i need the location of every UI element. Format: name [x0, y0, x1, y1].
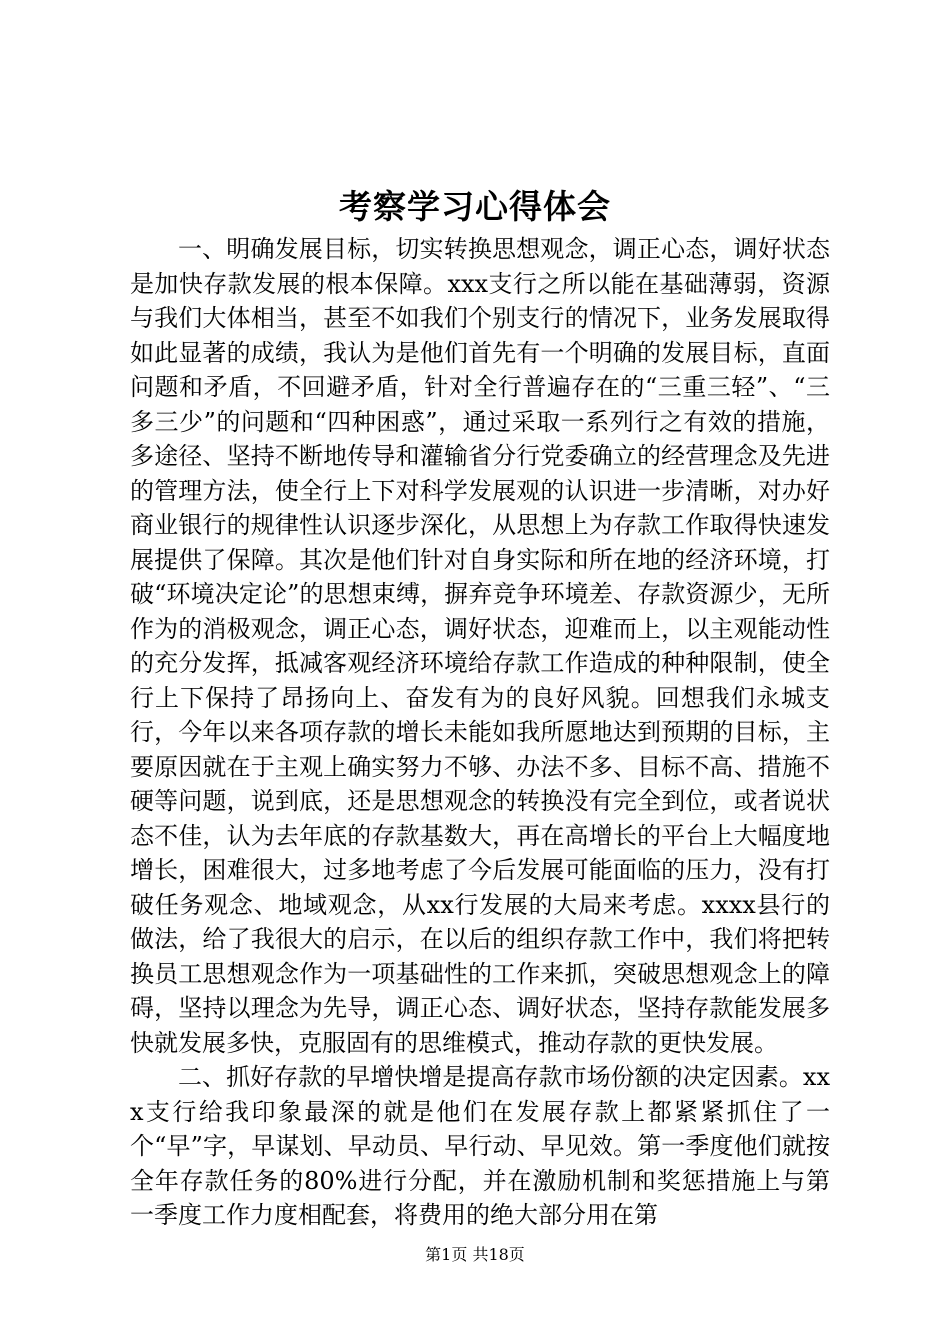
paragraph-2: 二、抓好存款的早增快增是提高存款市场份额的决定因素。xxx支行给我印象最深的就是他们在发展存款上都紧紧抓住了一个“早”字，早谋划、早动员、早行动、早见效。第一季度他们就按全年存款任务的80%进行分配，并在激励机制和奖惩措施上与第一季度工作力度相配套，将费用的绝大部分用在第: [130, 1063, 830, 1229]
page-number: 第1页 共18页: [425, 1245, 525, 1264]
paragraph-1: 一、明确发展目标，切实转换思想观念，调正心态，调好状态是加快存款发展的根本保障。xxx支行之所以能在基础薄弱，资源与我们大体相当，甚至不如我们个别支行的情况下，业务发展取得如此显著的成绩，我认为是他们首先有一个明确的发展目标，直面问题和矛盾，不回避矛盾，针对全行普遍存在的“三重三轻”、“三多三少”的问题和“四种困惑”，通过采取一系列行之有效的措施，多途径、坚持不断地传导和灌输省分行党委确立的经营理念及先进的管理方法，使全行上下对科学发展观的认识进一步清晰，对办好商业银行的规律性认识逐步深化，从思想上为存款工作取得快速发展提供了保障。其次是他们针对自身实际和所在地的经济环境，打破“环境决定论”的思想束缚，摒弃竞争环境差、存款资源少，无所作为的消极观念，调正心态，调好状态，迎难而上，以主观能动性的充分发挥，抵减客观经济环境给存款工作造成的种种限制，使全行上下保持了昂扬向上、奋发有为的良好风貌。回想我们永城支行，今年以来各项存款的增长未能如我所愿地达到预期的目标，主要原因就在于主观上确实努力不够、办法不多、目标不高、措施不硬等问题，说到底，还是思想观念的转换没有完全到位，或者说状态不佳，认为去年底的存款基数大，再在高增长的平台上大幅度地增长，困难很大，过多地考虑了今后发展可能面临的压力，没有打破任务观念、地域观念，从xx行发展的大局来考虑。xxxx县行的做法，给了我很大的启示，在以后的组织存款工作中，我们将把转换员工思想观念作为一项基础性的工作来抓，突破思想观念上的障碍，坚持以理念为先导，调正心态、调好状态，坚持存款能发展多快就发展多快，克服固有的思维模式，推动存款的更快发展。: [130, 235, 830, 1057]
document-body: [130, 232, 830, 1233]
document-title: 考察学习心得体会: [339, 187, 611, 226]
